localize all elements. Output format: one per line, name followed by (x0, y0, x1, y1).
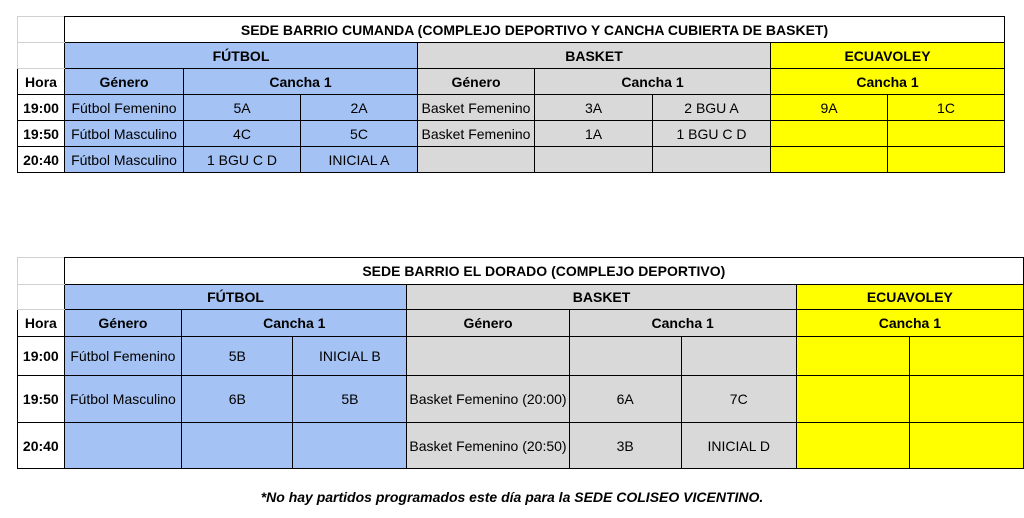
ecuavoley-team-cell (796, 376, 910, 423)
header-cancha-futbol: Cancha 1 (182, 310, 407, 337)
schedule-table-el-dorado (17, 257, 1024, 469)
basket-team-cell (535, 147, 653, 173)
basket-genero-cell: Basket Femenino (418, 95, 535, 121)
time-cell: 20:40 (18, 423, 65, 469)
header-genero-futbol: Género (65, 69, 184, 95)
futbol-team-cell: 4C (184, 121, 301, 147)
time-cell: 19:00 (18, 337, 65, 376)
sport-header-basket: BASKET (407, 285, 796, 310)
futbol-genero-cell: Fútbol Femenino (65, 95, 184, 121)
ecuavoley-team-cell (796, 337, 910, 376)
basket-team-cell: 3A (535, 95, 653, 121)
header-cancha-futbol: Cancha 1 (184, 69, 418, 95)
ecuavoley-team-cell: 1C (888, 95, 1005, 121)
futbol-team-cell: 5A (184, 95, 301, 121)
futbol-team-cell: INICIAL A (301, 147, 418, 173)
ecuavoley-team-cell (910, 423, 1024, 469)
futbol-genero-cell: Fútbol Masculino (65, 147, 184, 173)
ecuavoley-team-cell (888, 121, 1005, 147)
ecuavoley-team-cell: 9A (771, 95, 888, 121)
schedule-table-cumanda (17, 16, 1005, 173)
futbol-team-cell: 5C (301, 121, 418, 147)
header-genero-futbol: Género (64, 310, 182, 337)
futbol-genero-cell: Fútbol Masculino (64, 376, 182, 423)
table-row (18, 337, 1024, 376)
ecuavoley-team-cell (888, 147, 1005, 173)
basket-team-cell: 1A (535, 121, 653, 147)
basket-genero-cell (418, 147, 535, 173)
basket-team-cell (653, 147, 771, 173)
footnote: *No hay partidos programados este día para la SEDE COLISEO VICENTINO. (260, 489, 764, 505)
ecuavoley-team-cell (910, 337, 1024, 376)
header-hora: Hora (18, 69, 65, 95)
corner-cell (18, 43, 65, 69)
basket-genero-cell: Basket Femenino (20:00) (407, 376, 569, 423)
basket-team-cell: 1 BGU C D (653, 121, 771, 147)
sport-header-futbol: FÚTBOL (65, 43, 418, 69)
corner-cell (18, 17, 65, 43)
basket-team-cell: 7C (681, 376, 796, 423)
header-genero-basket: Género (407, 310, 569, 337)
table-row (18, 147, 1005, 173)
futbol-team-cell: 2A (301, 95, 418, 121)
basket-team-cell: INICIAL D (681, 423, 796, 469)
basket-genero-cell (407, 337, 569, 376)
futbol-team-cell: 5B (293, 376, 407, 423)
corner-cell (18, 258, 65, 285)
venue-title: SEDE BARRIO CUMANDA (COMPLEJO DEPORTIVO Y CANCHA CUBIERTA DE BASKET) (65, 17, 1005, 43)
header-cancha-ecuavoley: Cancha 1 (796, 310, 1023, 337)
ecuavoley-team-cell (771, 121, 888, 147)
time-cell: 19:50 (18, 376, 65, 423)
header-hora: Hora (18, 310, 65, 337)
header-cancha-basket: Cancha 1 (535, 69, 771, 95)
venue-title: SEDE BARRIO EL DORADO (COMPLEJO DEPORTIVO) (64, 258, 1023, 285)
futbol-genero-cell (64, 423, 182, 469)
ecuavoley-team-cell (910, 376, 1024, 423)
header-cancha-ecuavoley: Cancha 1 (771, 69, 1005, 95)
time-cell: 19:50 (18, 121, 65, 147)
futbol-genero-cell: Fútbol Masculino (65, 121, 184, 147)
sport-header-ecuavoley: ECUAVOLEY (771, 43, 1005, 69)
futbol-team-cell: 6B (182, 376, 293, 423)
ecuavoley-team-cell (796, 423, 910, 469)
time-cell: 19:00 (18, 95, 65, 121)
table-row (18, 376, 1024, 423)
basket-team-cell: 2 BGU A (653, 95, 771, 121)
ecuavoley-team-cell (771, 147, 888, 173)
basket-genero-cell: Basket Femenino (418, 121, 535, 147)
futbol-team-cell (182, 423, 293, 469)
futbol-team-cell: 1 BGU C D (184, 147, 301, 173)
basket-team-cell (681, 337, 796, 376)
futbol-team-cell: INICIAL B (293, 337, 407, 376)
basket-team-cell (569, 337, 681, 376)
table-row (18, 95, 1005, 121)
futbol-genero-cell: Fútbol Femenino (64, 337, 182, 376)
sport-header-futbol: FÚTBOL (64, 285, 407, 310)
basket-team-cell: 3B (569, 423, 681, 469)
table-row (18, 121, 1005, 147)
table-row (18, 423, 1024, 469)
header-genero-basket: Género (418, 69, 535, 95)
sport-header-ecuavoley: ECUAVOLEY (796, 285, 1023, 310)
corner-cell (18, 285, 65, 310)
futbol-team-cell: 5B (182, 337, 293, 376)
futbol-team-cell (293, 423, 407, 469)
basket-team-cell: 6A (569, 376, 681, 423)
sport-header-basket: BASKET (418, 43, 771, 69)
header-cancha-basket: Cancha 1 (569, 310, 796, 337)
time-cell: 20:40 (18, 147, 65, 173)
basket-genero-cell: Basket Femenino (20:50) (407, 423, 569, 469)
